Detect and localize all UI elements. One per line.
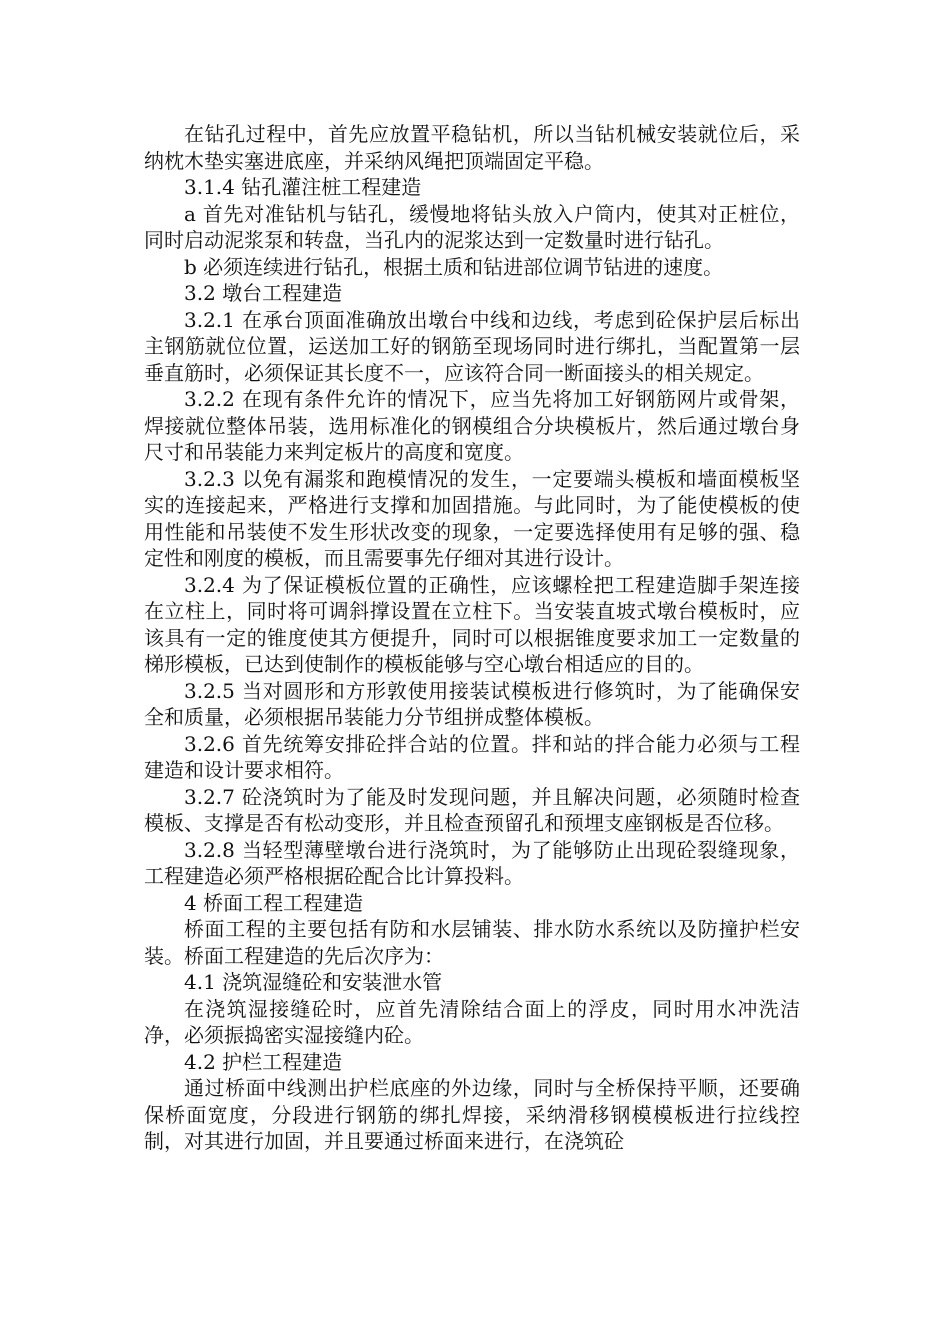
section-heading: 4 桥面工程工程建造 [184, 890, 364, 915]
paragraph: 3.2.8 当轻型薄壁墩台进行浇筑时，为了能够防止出现砼裂缝现象，工程建造必须严格根据砼配合比计算投料。 [144, 837, 800, 888]
paragraph: 3.2.1 在承台顶面准确放出墩台中线和边线，考虑到砼保护层后标出主钢筋就位位置，运送加工好的钢筋至现场同时进行绑扎，当配置第一层垂直筋时，必须保证其长度不一，应该符合同一断面接头的相关规定。 [144, 307, 800, 385]
paragraph: 在浇筑湿接缝砼时，应首先清除结合面上的浮皮，同时用水冲洗洁净，必须振捣密实湿接缝内砼。 [144, 996, 800, 1047]
paragraph: 3.2.6 首先统筹安排砼拌合站的位置。拌和站的拌合能力必须与工程建造和设计要求相符。 [144, 731, 800, 782]
section-heading: 3.2 墩台工程建造 [184, 281, 343, 305]
paragraph: 3.2.2 在现有条件允许的情况下，应当先将加工好钢筋网片或骨架，焊接就位整体吊装，选用标准化的钢模组合分块模板片，然后通过墩台身尺寸和吊装能力来判定板片的高度和宽度。 [144, 387, 800, 464]
paragraph: b 必须连续进行钻孔，根据土质和钻进部位调节钻进的速度。 [184, 254, 724, 279]
paragraph: 桥面工程的主要包括有防和水层铺装、排水防水系统以及防撞护栏安装。桥面工程建造的先后次序为： [144, 917, 800, 968]
section-heading: 4.1 浇筑湿缝砼和安装泄水管 [184, 970, 443, 994]
section-heading: 4.2 护栏工程建造 [184, 1049, 343, 1074]
document-body [144, 121, 800, 1155]
section-heading: 3.1.4 钻孔灌注桩工程建造 [184, 175, 422, 199]
paragraph: 3.2.4 为了保证模板位置的正确性，应该螺栓把工程建造脚手架连接在立柱上，同时将可调斜撑设置在立柱下。当安装直坡式墩台模板时，应该具有一定的锥度使其方便提升，同时可以根据锥度要求加工一定数量的梯形模板，已达到使制作的模板能够与空心墩台相适应的目的。 [144, 572, 800, 676]
paragraph: a 首先对准钻机与钻孔，缓慢地将钻头放入户筒内，使其对正桩位，同时启动泥浆泵和转盘，当孔内的泥浆达到一定数量时进行钻孔。 [144, 201, 800, 252]
paragraph: 在钻孔过程中，首先应放置平稳钻机，所以当钻机械安装就位后，采纳枕木垫实塞进底座，并采纳风绳把顶端固定平稳。 [144, 122, 800, 173]
paragraph: 3.2.3 以免有漏浆和跑模情况的发生，一定要端头模板和墙面模板坚实的连接起来，严格进行支撑和加固措施。与此同时，为了能使模板的使用性能和吊装使不发生形状改变的现象，一定要选择使用有足够的强、稳定性和刚度的模板，而且需要事先仔细对其进行设计。 [144, 466, 800, 570]
paragraph: 3.2.7 砼浇筑时为了能及时发现问题，并且解决问题，必须随时检查模板、支撑是否有松动变形，并且检查预留孔和预埋支座钢板是否位移。 [144, 784, 800, 835]
paragraph: 通过桥面中线测出护栏底座的外边缘，同时与全桥保持平顺，还要确保桥面宽度，分段进行钢筋的绑扎焊接，采纳滑移钢模模板进行拉线控制，对其进行加固，并且要通过桥面来进行，在浇筑砼 [144, 1076, 800, 1153]
paragraph: 3.2.5 当对圆形和方形敦使用接装试模板进行修筑时，为了能确保安全和质量，必须根据吊装能力分节组拼成整体模板。 [144, 678, 800, 729]
